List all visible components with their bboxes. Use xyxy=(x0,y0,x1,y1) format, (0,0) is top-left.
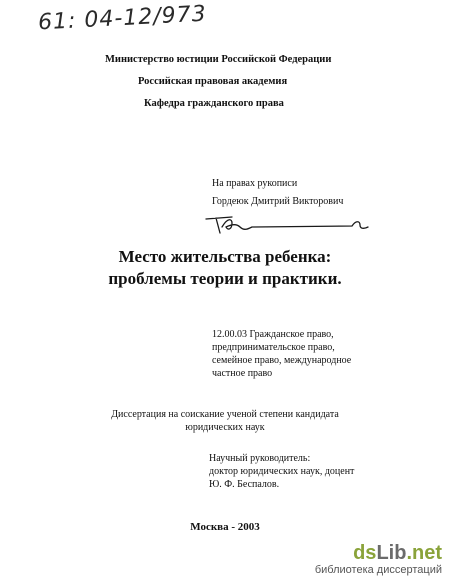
archive-stamp: 61: 04-12/973 xyxy=(37,1,208,36)
academy-name: Российская правовая академия xyxy=(138,76,288,87)
watermark-logo xyxy=(315,542,442,564)
degree-statement: Диссертация на соискание ученой степени кандидата xyxy=(111,409,339,420)
specialty-line: 12.00.03 Гражданское право, xyxy=(212,329,334,340)
dissertation-title-line2: проблемы теории и практики. xyxy=(108,269,342,288)
supervisor-label: Научный руководитель: xyxy=(209,453,311,464)
author-name: Гордеюк Дмитрий Викторович xyxy=(212,196,344,207)
city-year: Москва - 2003 xyxy=(190,521,260,533)
specialty-line: частное право xyxy=(212,368,273,379)
department-name: Кафедра гражданского права xyxy=(144,98,284,109)
degree-field: юридических наук xyxy=(185,422,265,433)
watermark-logo-lib: Lib xyxy=(376,542,407,564)
ministry-name: Министерство юстиции Российской Федерации xyxy=(105,54,332,65)
specialty-line: предпринимательское право, xyxy=(212,342,335,353)
supervisor-rank: доктор юридических наук, доцент xyxy=(209,466,355,477)
watermark xyxy=(315,542,442,576)
specialty-line: семейное право, международное xyxy=(212,355,352,366)
supervisor-name: Ю. Ф. Беспалов. xyxy=(209,479,280,490)
watermark-subtitle: библиотека диссертаций xyxy=(314,564,442,576)
manuscript-note: На правах рукописи xyxy=(212,178,298,189)
watermark-logo-net: .net xyxy=(406,542,442,564)
author-signature xyxy=(202,207,372,235)
watermark-logo-ds: ds xyxy=(353,542,377,564)
dissertation-title-line1: Место жительства ребенка: xyxy=(118,247,332,266)
